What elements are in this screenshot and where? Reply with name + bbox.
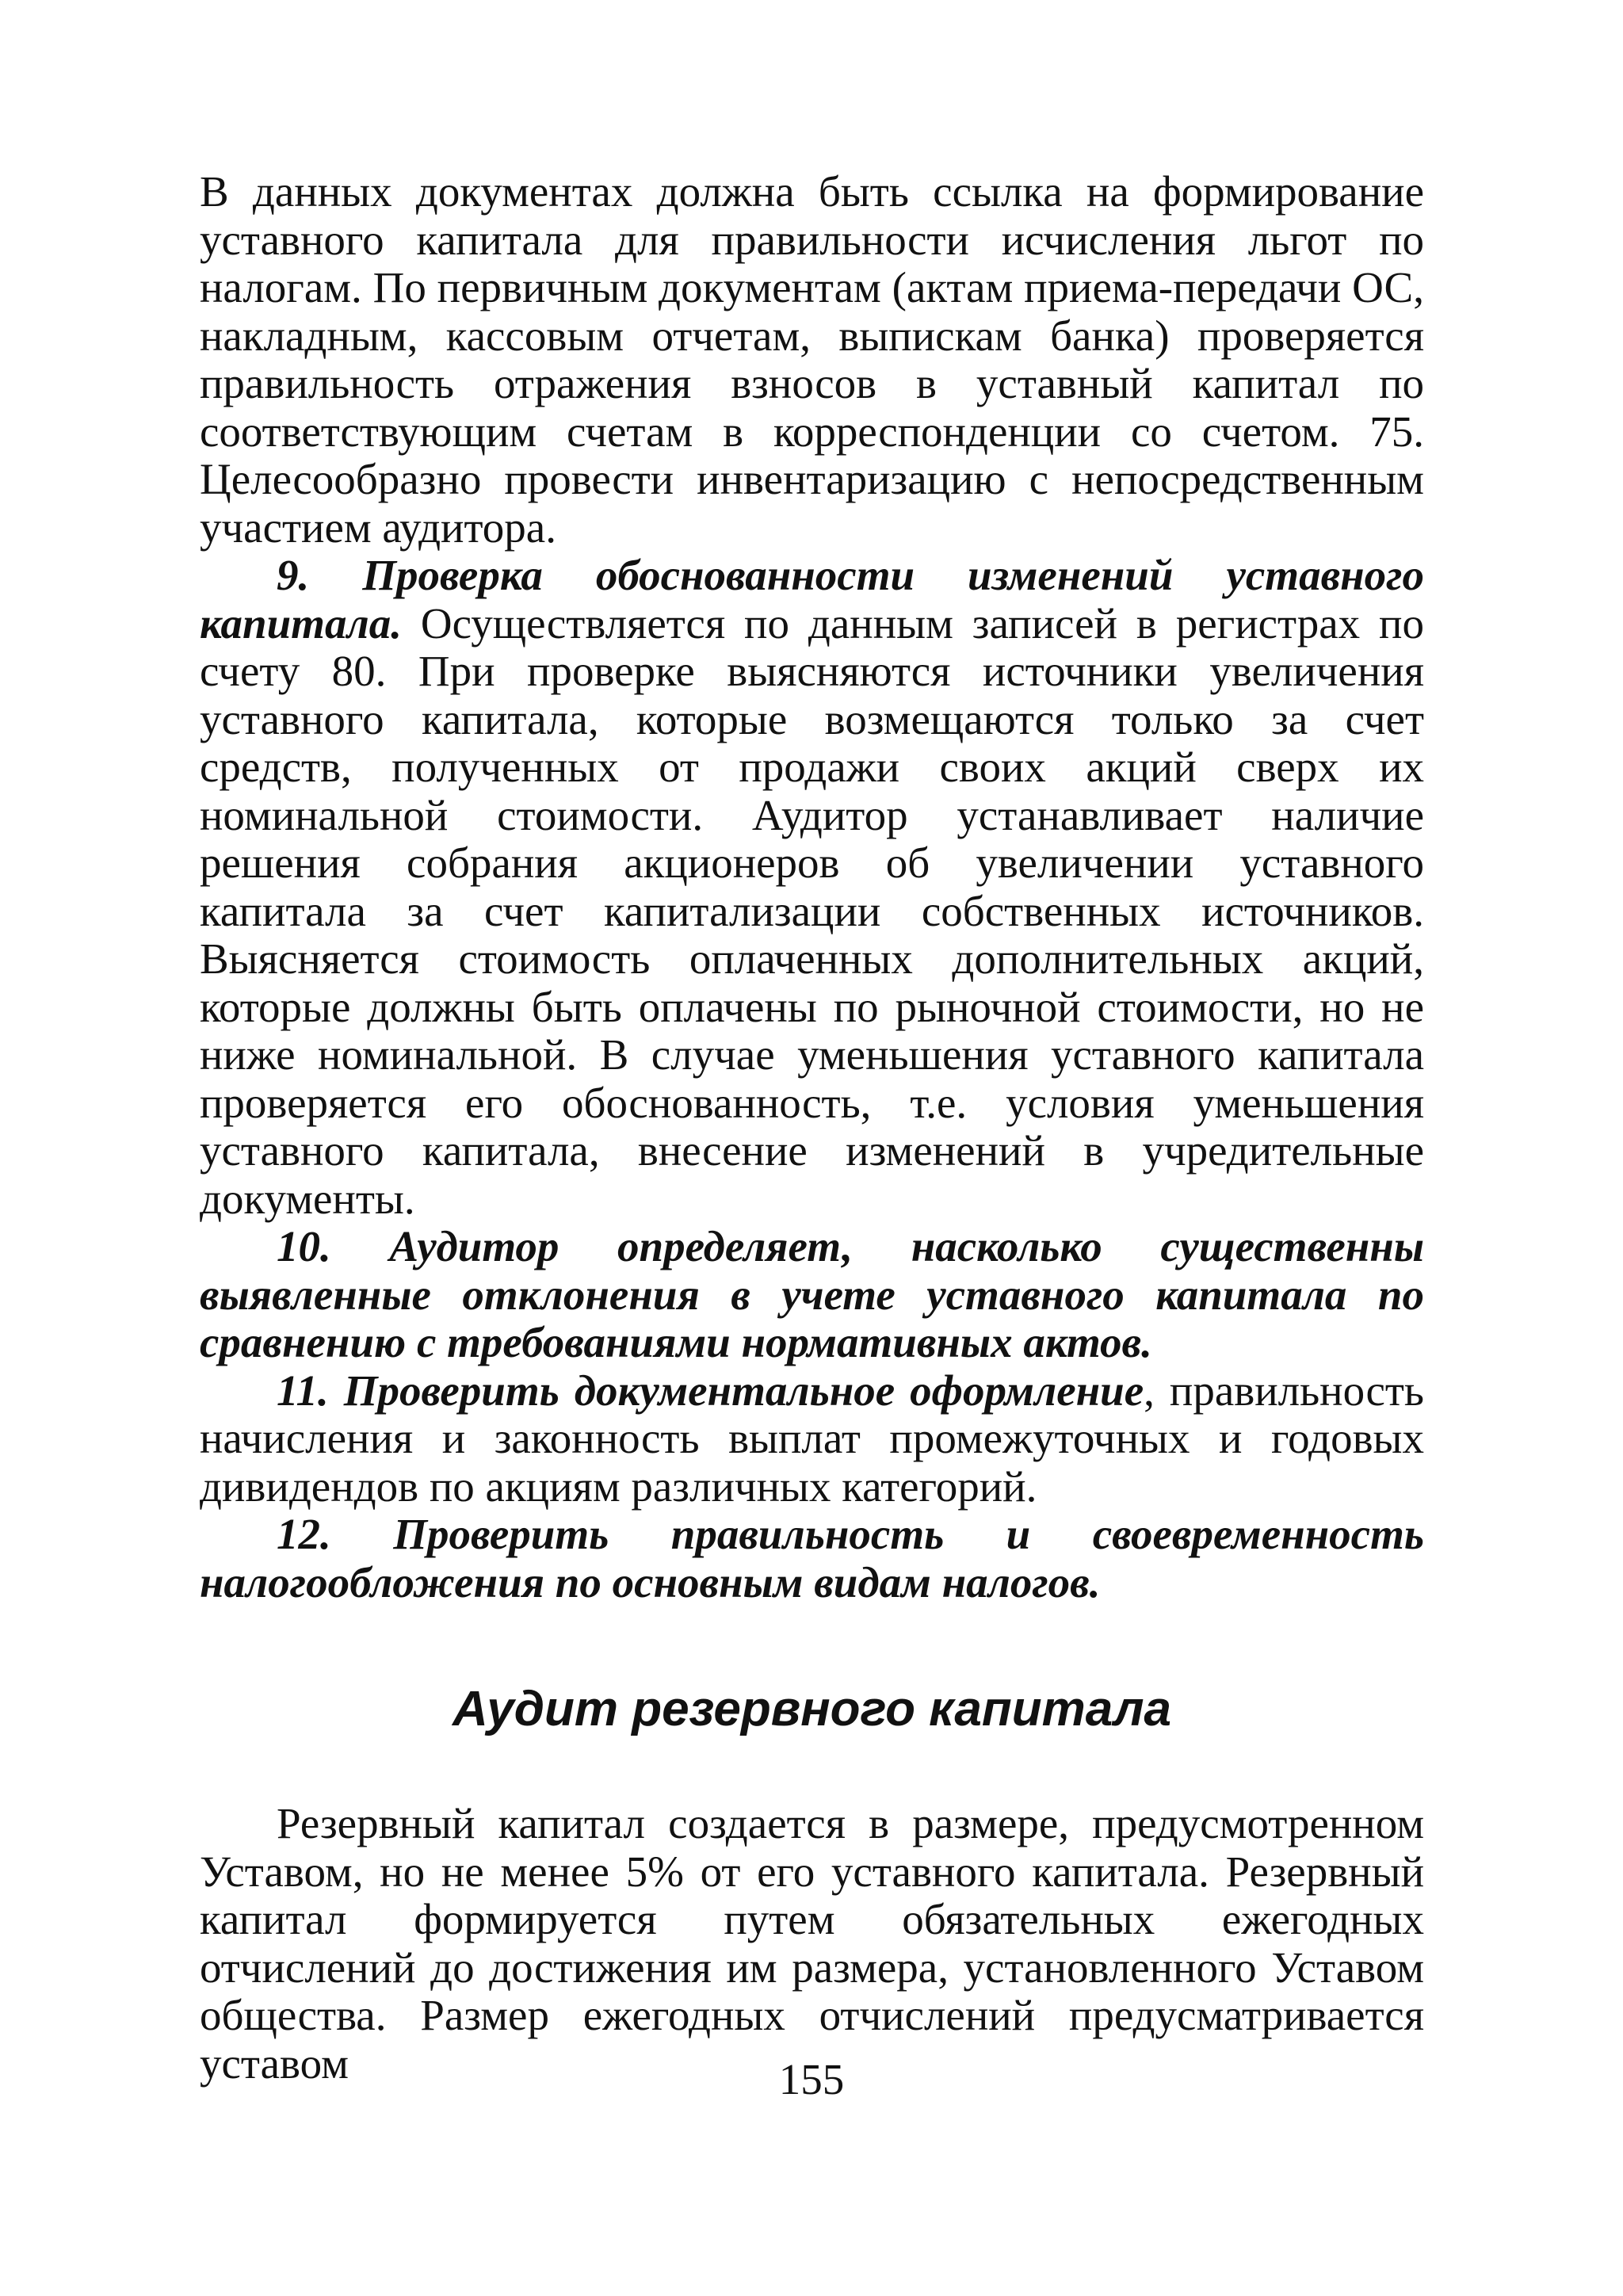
- item-11-heading: 11. Проверить документальное оформление: [277, 1366, 1144, 1415]
- paragraph-reserve-capital: Резервный капитал создается в размере, предусмотренном Уставом, но не менее 5% от его уставного капитала. Резервный капитал формируется путем обязательных ежегодных отчислений до достижения им размера, установленного Уставом общества. Размер ежегодных отчислений предусматривается уставом: [200, 1799, 1424, 2088]
- item-12-heading: 12. Проверить правильность и своевременность налогообложения по основным видам налогов.: [200, 1510, 1424, 1606]
- paragraph-item-11: [200, 1367, 1424, 1511]
- section-title: Аудит резервного капитала: [452, 1682, 1172, 1736]
- item-9-heading: 9. Проверка обоснованности изменений уставного капитала.: [200, 551, 1424, 648]
- paragraph-documents: В данных документах должна быть ссылка на формирование уставного капитала для правильности исчисления льгот по налогам. По первичным документам (актам приема-передачи ОС, накладным, кассовым отчетам, выпискам банка) проверяется правильность отражения взносов в уставный капитал по соответствующим счетам в корреспонденции со счетом. 75. Целесообразно провести инвентаризацию с непосредственным участием аудитора.: [200, 167, 1424, 552]
- item-9-text: Осуществляется по данным записей в регистрах по счету 80. При проверке выясняются источники увеличения уставного капитала, которые возмещаются только за счет средств, полученных от продажи своих акций сверх их номинальной стоимости. Аудитор устанавливает наличие решения собрания акционеров об увеличении уставного капитала за счет капитализации собственных источников. Выясняется стоимость оплаченных дополнительных акций, которые должны быть оплачены по рыночной стоимости, но не ниже номинальной. В случае уменьшения уставного капитала проверяется его обоснованность, т.е. условия уменьшения уставного капитала, внесение изменений в учредительные документы.: [200, 598, 1424, 1223]
- page-body: [200, 168, 1424, 2088]
- item-11-text: , правильность начисления и законность выплат промежуточных и годовых дивидендов по акциям различных категорий.: [200, 1366, 1424, 1511]
- paragraph-item-10: [200, 1223, 1424, 1367]
- item-10-heading: 10. Аудитор определяет, насколько существенны выявленные отклонения в учете уставного капитала по сравнению с требованиями нормативных актов.: [200, 1222, 1424, 1366]
- paragraph-item-12: [200, 1511, 1424, 1606]
- page-number: 155: [778, 2055, 845, 2103]
- paragraph-item-9: [200, 552, 1424, 1223]
